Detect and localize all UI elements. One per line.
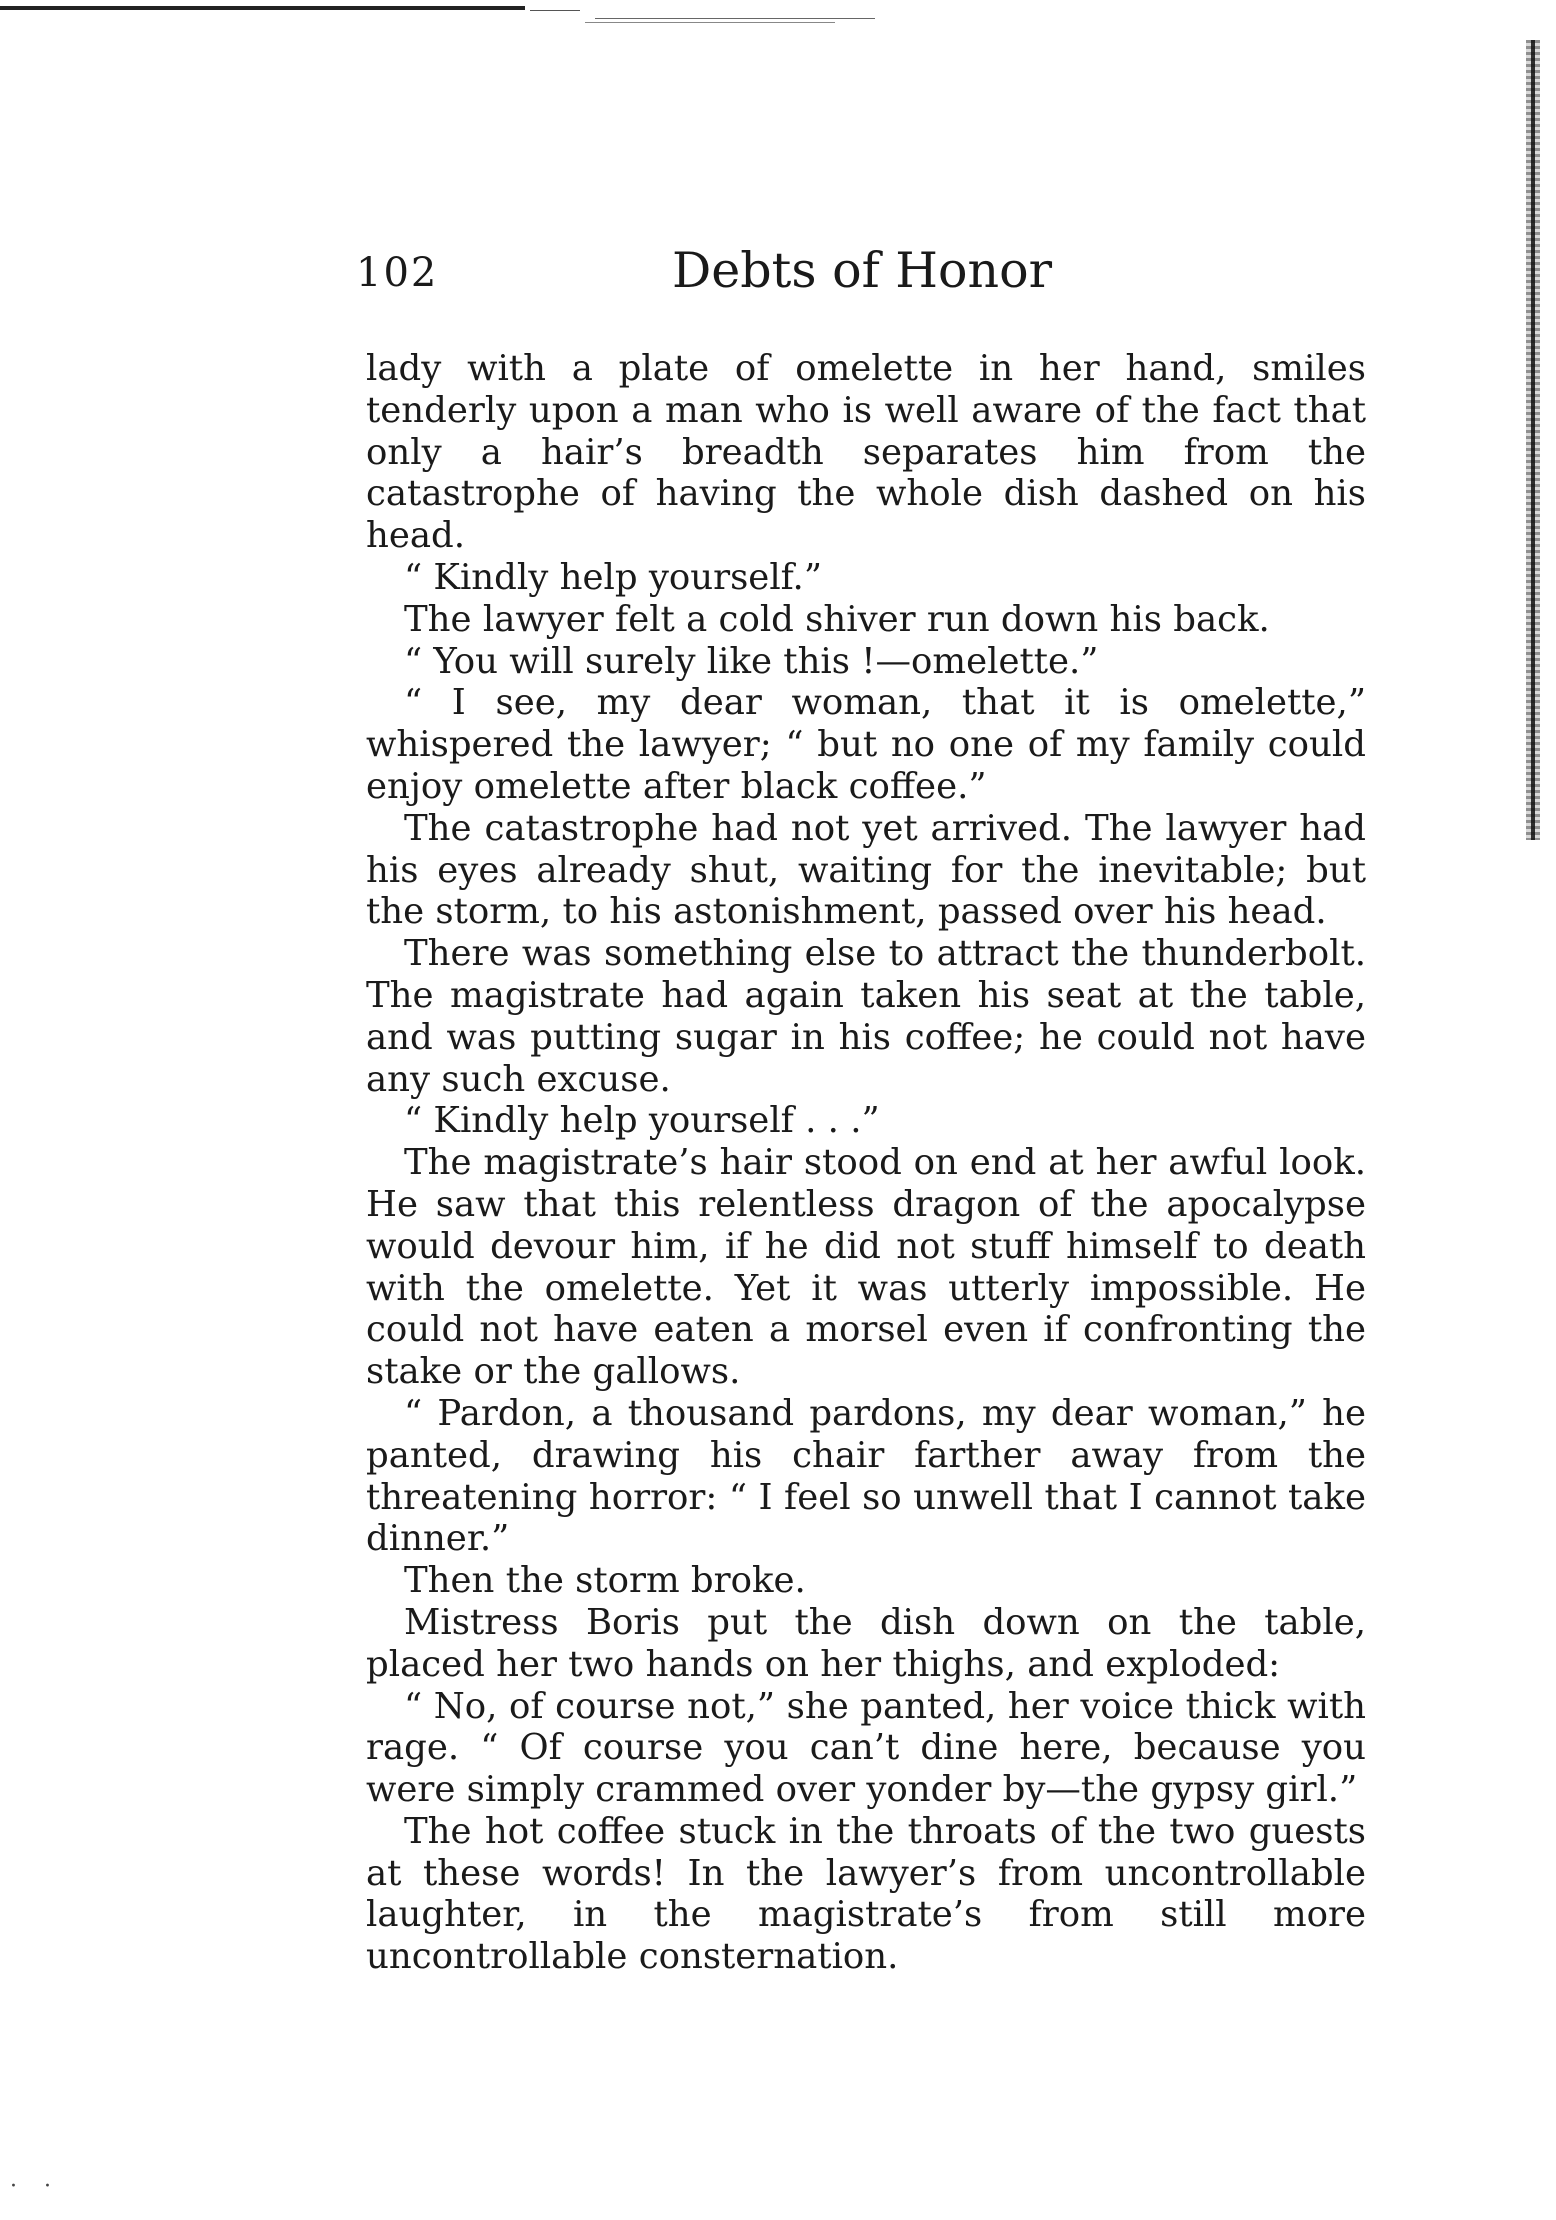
paragraph: “ Kindly help yourself.”	[404, 556, 822, 598]
paragraph: “ Kindly help yourself . . .”	[404, 1100, 880, 1142]
scan-rule	[0, 6, 525, 10]
paragraph: “ No, of course not,” she panted, her voice thick with rage. “ Of course you can’t dine here, because you were simply crammed over yonder by—the gypsy girl.”	[366, 1685, 1366, 1811]
paragraph: “ I see, my dear woman, that it is omelette,” whispered the lawyer; “ but no one of my family could enjoy omelette after black coffee.”	[366, 682, 1366, 807]
page-header	[356, 242, 1376, 312]
paragraph: Mistress Boris put the dish down on the table, placed her two hands on her thighs, and exploded:	[366, 1601, 1366, 1685]
scan-rule	[595, 18, 875, 19]
paragraph: “ You will surely like this !—omelette.”	[404, 640, 1099, 682]
paragraph: There was something else to attract the thunderbolt. The magistrate had again taken his seat at the table, and was putting sugar in his coffee; he could not have any such excuse.	[366, 933, 1366, 1100]
paragraph: Then the storm broke.	[404, 1560, 806, 1602]
paragraph: lady with a plate of omelette in her hand, smiles tenderly upon a man who is well aware of the fact that only a hair’s breadth separates him from the catastrophe of having the whole dish dashed on his head.	[366, 348, 1366, 557]
scan-specks: · ·	[10, 2174, 61, 2199]
page-body	[366, 348, 1366, 1978]
scan-rule	[530, 10, 580, 11]
running-title: Debts of Honor	[672, 242, 1052, 299]
paragraph: The hot coffee stuck in the throats of the two guests at these words! In the lawyer’s from uncontrollable laughter, in the magistrate’s from still more uncontrollable consternation.	[366, 1810, 1366, 1978]
binding-edge-line	[1531, 40, 1535, 840]
paragraph: The magistrate’s hair stood on end at her awful look. He saw that this relentless dragon of the apocalypse would devour him, if he did not stuff himself to death with the omelette. Yet it was utterly impossible. He could not have eaten a morsel even if confronting the stake or the gallows.	[366, 1142, 1366, 1393]
paragraph: The catastrophe had not yet arrived. The lawyer had his eyes already shut, waiting for the inevitable; but the storm, to his astonishment, passed over his head.	[366, 807, 1366, 933]
scan-rule	[585, 22, 835, 23]
page-number: 102	[356, 250, 439, 296]
paragraph: “ Pardon, a thousand pardons, my dear woman,” he panted, drawing his chair farther away from the threatening horror: “ I feel so unwell that I cannot take dinner.”	[366, 1392, 1366, 1560]
paragraph: The lawyer felt a cold shiver run down his back.	[404, 598, 1270, 640]
